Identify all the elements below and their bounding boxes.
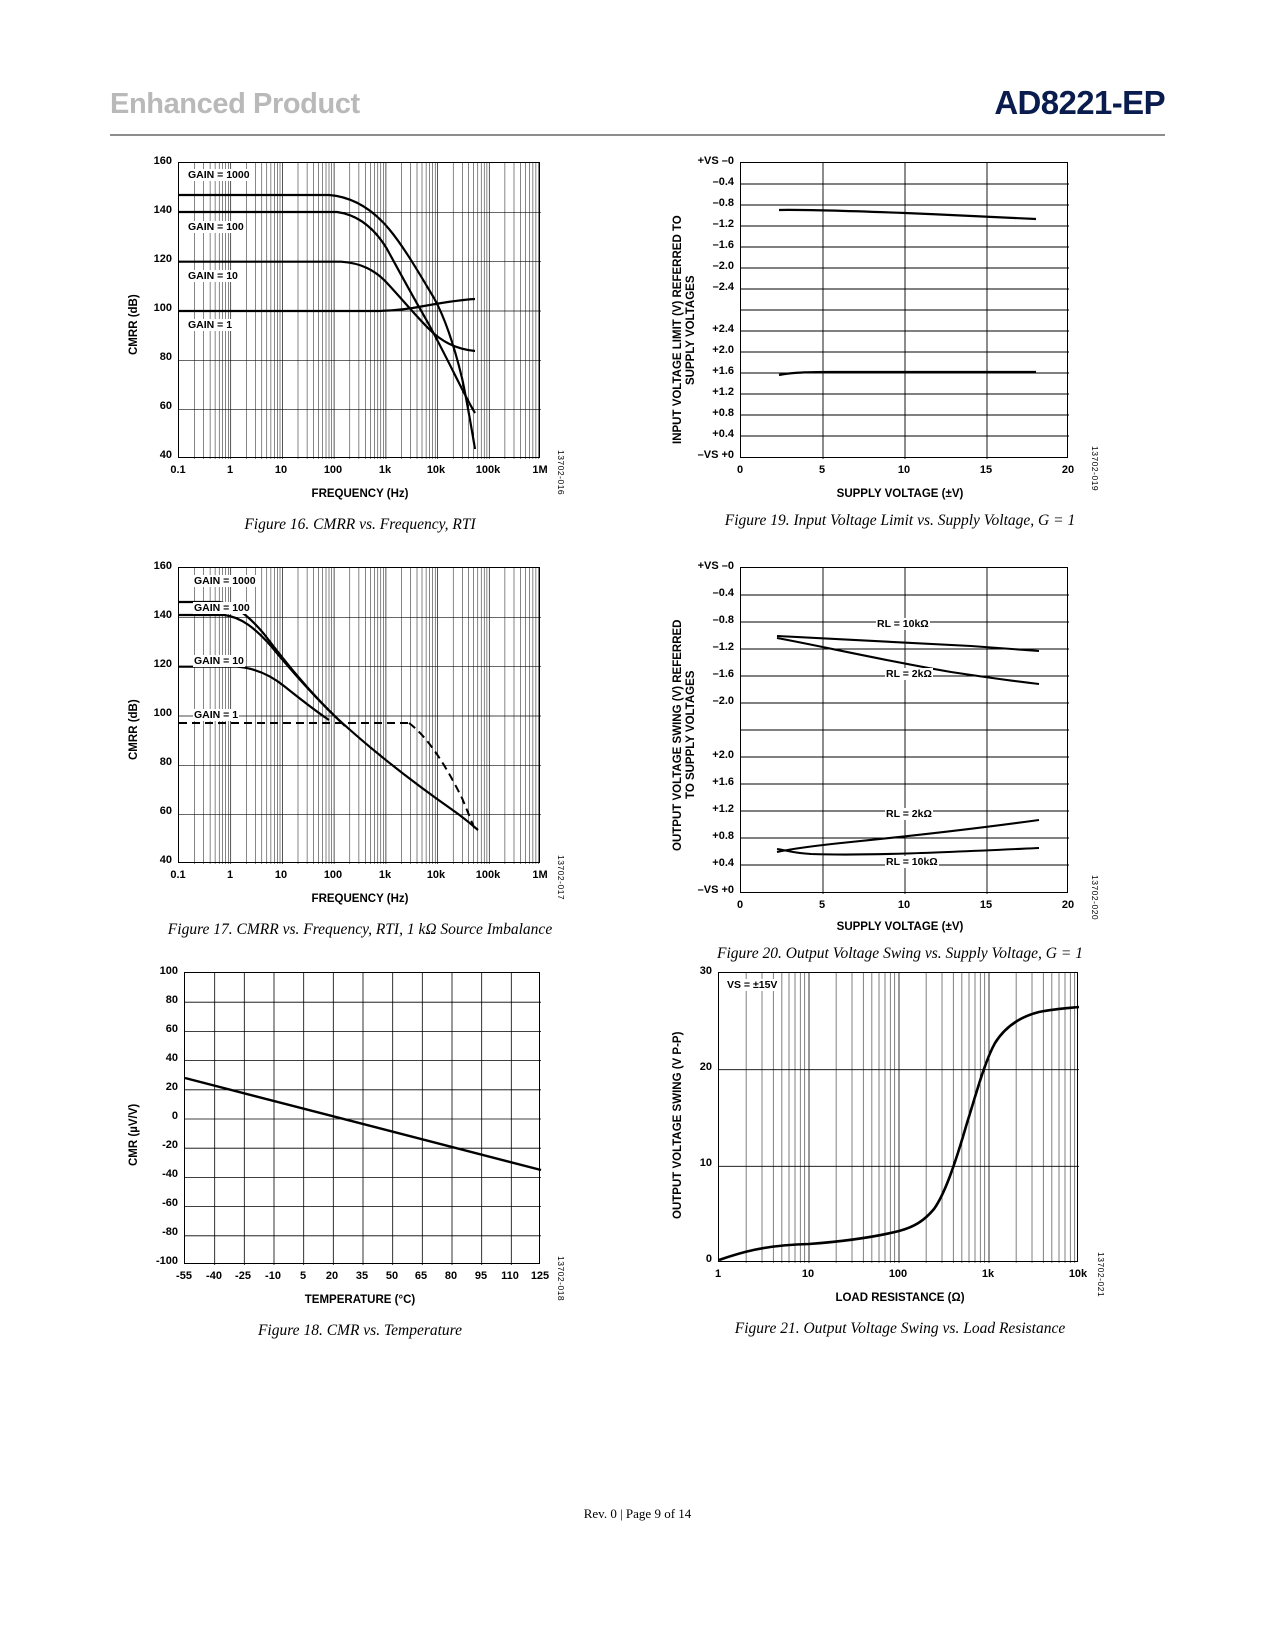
fig17-xtick-10k: 10k [426,869,446,881]
figure-17 [110,555,610,955]
fig21-y-axis-label: OUTPUT VOLTAGE SWING (V P-P) [672,1031,684,1219]
fig18-ytick-80: 80 [165,994,178,1006]
fig20-anno-rl-10k-neg: RL = 10kΩ [877,618,929,630]
fig20-x-axis-label: SUPPLY VOLTAGE (±V) [836,921,964,933]
fig16-anno-gain-1000: GAIN = 1000 [188,169,250,181]
fig16-ytick-160: 160 [153,155,172,167]
fig17-ytick-80: 80 [159,756,172,768]
fig18-ytick-100: 100 [159,965,178,977]
fig18-xtick--55: -55 [176,1270,192,1282]
fig20-plot-area [740,567,1068,893]
fig21-plot-area [718,972,1078,1262]
fig17-y-axis-label: CMRR (dB) [128,699,140,761]
fig16-xtick-0.1: 0.1 [170,464,186,476]
fig19-y-axis-label: INPUT VOLTAGE LIMIT (V) REFERRED TO SUPPLY VOLTAGES [672,215,697,445]
fig16-xtick-10: 10 [274,464,288,476]
fig18-ytick-0: 0 [171,1110,178,1122]
fig18-xtick--40: -40 [206,1270,222,1282]
fig17-xtick-100k: 100k [475,869,501,881]
fig17-ytick-140: 140 [153,609,172,621]
fig16-y-axis-label: CMRR (dB) [128,294,140,356]
fig16-code: 13702-016 [556,450,566,496]
fig16-xtick-1: 1 [226,464,234,476]
fig18-grid-and-curve [185,973,541,1265]
header-part-number: AD8221-EP [994,84,1165,121]
fig21-grid-and-curve [719,973,1079,1263]
fig19-ytick-+2.0: +2.0 [712,344,734,356]
fig17-xtick-100: 100 [323,869,343,881]
fig19-ytick-+1.2: +1.2 [712,386,734,398]
fig17-anno-gain-1: GAIN = 1 [194,709,239,721]
fig17-xtick-10: 10 [274,869,288,881]
fig17-code: 13702-017 [556,855,566,901]
fig17-xtick-1M: 1M [532,869,548,881]
fig18-ytick-40: 40 [165,1052,178,1064]
fig17-xtick-0.1: 0.1 [170,869,186,881]
fig17-ytick-100: 100 [153,707,172,719]
fig16-ytick-100: 100 [153,302,172,314]
fig21-caption: Figure 21. Output Voltage Swing vs. Load Resistance [734,1320,1066,1337]
fig20-xtick-15: 15 [979,899,993,911]
fig20-anno-rl-2k-pos: RL = 2kΩ [886,808,932,820]
fig17-xtick-1: 1 [226,869,234,881]
fig21-ytick-10: 10 [699,1157,712,1169]
fig19-xtick-10: 10 [897,464,911,476]
fig20-grid-and-curves [741,568,1069,894]
fig18-ytick-20: 20 [165,1081,178,1093]
fig16-ytick-80: 80 [159,351,172,363]
fig20-xtick-20: 20 [1061,899,1075,911]
fig21-xtick-1: 1 [714,1268,722,1280]
fig20-ytick--1.6: –1.6 [712,668,734,680]
fig16-xtick-1k: 1k [378,464,392,476]
fig18-x-axis-label: TEMPERATURE (°C) [304,1294,416,1306]
fig18-y-axis-label: CMR (µV/V) [128,1103,140,1167]
fig18-ytick-minus60: -60 [162,1197,178,1209]
fig20-ytick-plusVs: +VS –0 [697,560,734,572]
fig20-caption: Figure 20. Output Voltage Swing vs. Supply Voltage, G = 1 [717,945,1083,962]
fig21-ytick-0: 0 [705,1253,712,1265]
fig19-xtick-0: 0 [736,464,744,476]
fig19-plot-area [740,162,1068,458]
fig18-xtick-5: 5 [299,1270,307,1282]
fig19-xtick-5: 5 [818,464,826,476]
fig16-x-axis-label: FREQUENCY (Hz) [311,488,409,500]
fig19-ytick--0.4: –0.4 [712,176,734,188]
fig18-code: 13702-018 [556,1256,566,1302]
fig19-ytick-minusVs: –VS +0 [697,449,734,461]
fig20-ytick--1.2: –1.2 [712,641,734,653]
fig18-xtick-35: 35 [355,1270,369,1282]
page-footer: Rev. 0 | Page 9 of 14 [583,1506,692,1521]
fig16-xtick-1M: 1M [532,464,548,476]
fig19-xtick-20: 20 [1061,464,1075,476]
fig18-xtick-110: 110 [501,1270,519,1282]
fig16-xtick-100: 100 [323,464,343,476]
fig21-x-axis-label: LOAD RESISTANCE (Ω) [835,1292,965,1304]
fig16-anno-gain-100: GAIN = 100 [188,221,244,233]
fig21-code: 13702-021 [1096,1252,1106,1298]
fig18-xtick-125: 125 [530,1270,550,1282]
figure-18 [110,960,610,1360]
fig20-ytick-+1.2: +1.2 [712,803,734,815]
fig18-ytick-60: 60 [165,1023,178,1035]
fig20-ytick--0.8: –0.8 [712,614,734,626]
fig18-xtick-20: 20 [325,1270,339,1282]
fig18-xtick-95: 95 [474,1270,488,1282]
page-header [110,84,1165,136]
fig20-ytick-+0.8: +0.8 [712,830,734,842]
fig21-ytick-20: 20 [699,1061,712,1073]
fig18-xtick-80: 80 [444,1270,458,1282]
fig19-caption: Figure 19. Input Voltage Limit vs. Supply Voltage, G = 1 [724,512,1076,529]
fig16-xtick-100k: 100k [475,464,501,476]
fig20-ytick-minusVs: –VS +0 [697,884,734,896]
fig18-ytick-minus40: -40 [162,1168,178,1180]
fig20-xtick-0: 0 [736,899,744,911]
fig20-anno-rl-10k-pos: RL = 10kΩ [886,856,938,868]
fig18-ytick-minus100: -100 [155,1255,178,1267]
figure-21 [650,960,1150,1360]
fig21-ytick-30: 30 [699,965,712,977]
fig20-y-axis-label: OUTPUT VOLTAGE SWING (V) REFERRED TO SUPPLY VOLTAGES [672,619,697,851]
fig18-plot-area [184,972,540,1264]
fig19-ytick--1.6: –1.6 [712,239,734,251]
fig17-ytick-120: 120 [153,658,172,670]
fig20-code: 13702-020 [1090,875,1100,921]
fig16-ytick-40: 40 [159,449,172,461]
fig17-anno-gain-1000: GAIN = 1000 [194,575,256,587]
fig16-anno-gain-1: GAIN = 1 [188,319,233,331]
fig17-ytick-160: 160 [153,560,172,572]
figure-19 [650,150,1150,550]
fig21-xtick-10k: 10k [1068,1268,1088,1280]
fig19-ytick--2.0: –2.0 [712,260,734,272]
fig19-ytick--0.8: –0.8 [712,197,734,209]
fig19-ytick--2.4: –2.4 [712,281,734,293]
fig20-ytick-+1.6: +1.6 [712,776,734,788]
fig17-ytick-40: 40 [159,854,172,866]
fig20-xtick-10: 10 [897,899,911,911]
fig17-anno-gain-100: GAIN = 100 [194,602,250,614]
fig20-xtick-5: 5 [818,899,826,911]
fig16-xtick-10k: 10k [426,464,446,476]
fig17-xtick-1k: 1k [378,869,392,881]
fig18-xtick-50: 50 [385,1270,399,1282]
fig17-ytick-60: 60 [159,805,172,817]
fig16-caption: Figure 16. CMRR vs. Frequency, RTI [244,516,476,533]
fig18-ytick-minus80: -80 [162,1226,178,1238]
fig18-caption: Figure 18. CMR vs. Temperature [257,1322,463,1339]
figure-16 [110,150,610,550]
fig19-ytick-+2.4: +2.4 [712,323,734,335]
fig16-ytick-120: 120 [153,253,172,265]
fig20-ytick--0.4: –0.4 [712,587,734,599]
fig19-grid-and-curves [741,163,1069,459]
fig19-x-axis-label: SUPPLY VOLTAGE (±V) [836,488,964,500]
fig18-xtick--25: -25 [235,1270,251,1282]
fig17-caption: Figure 17. CMRR vs. Frequency, RTI, 1 kΩ Source Imbalance [167,921,553,938]
fig18-xtick--10: -10 [265,1270,281,1282]
fig16-ytick-60: 60 [159,400,172,412]
fig21-xtick-10: 10 [801,1268,815,1280]
fig16-plot-area [178,162,540,458]
fig17-x-axis-label: FREQUENCY (Hz) [311,893,409,905]
fig21-anno-vs: VS = ±15V [727,979,778,991]
fig20-ytick-+2.0: +2.0 [712,749,734,761]
figure-20 [650,555,1150,962]
fig17-anno-gain-10: GAIN = 10 [194,655,244,667]
fig20-ytick--2.0: –2.0 [712,695,734,707]
fig21-xtick-1k: 1k [981,1268,995,1280]
fig19-xtick-15: 15 [979,464,993,476]
fig19-code: 13702-019 [1090,446,1100,492]
fig19-ytick-+1.6: +1.6 [712,365,734,377]
fig20-ytick-+0.4: +0.4 [712,857,734,869]
fig19-ytick-+0.4: +0.4 [712,428,734,440]
fig16-ytick-140: 140 [153,204,172,216]
fig18-xtick-65: 65 [414,1270,428,1282]
fig20-anno-rl-2k-neg: RL = 2kΩ [886,668,932,680]
fig16-grid-and-curves [179,163,541,459]
fig21-xtick-100: 100 [888,1268,908,1280]
fig19-ytick-+0.8: +0.8 [712,407,734,419]
fig16-anno-gain-10: GAIN = 10 [188,270,238,282]
fig17-plot-area [178,567,540,863]
fig18-ytick-minus20: -20 [162,1139,178,1151]
fig19-ytick-plusVs: +VS –0 [697,155,734,167]
header-left-title: Enhanced Product [110,88,360,120]
fig19-ytick--1.2: –1.2 [712,218,734,230]
